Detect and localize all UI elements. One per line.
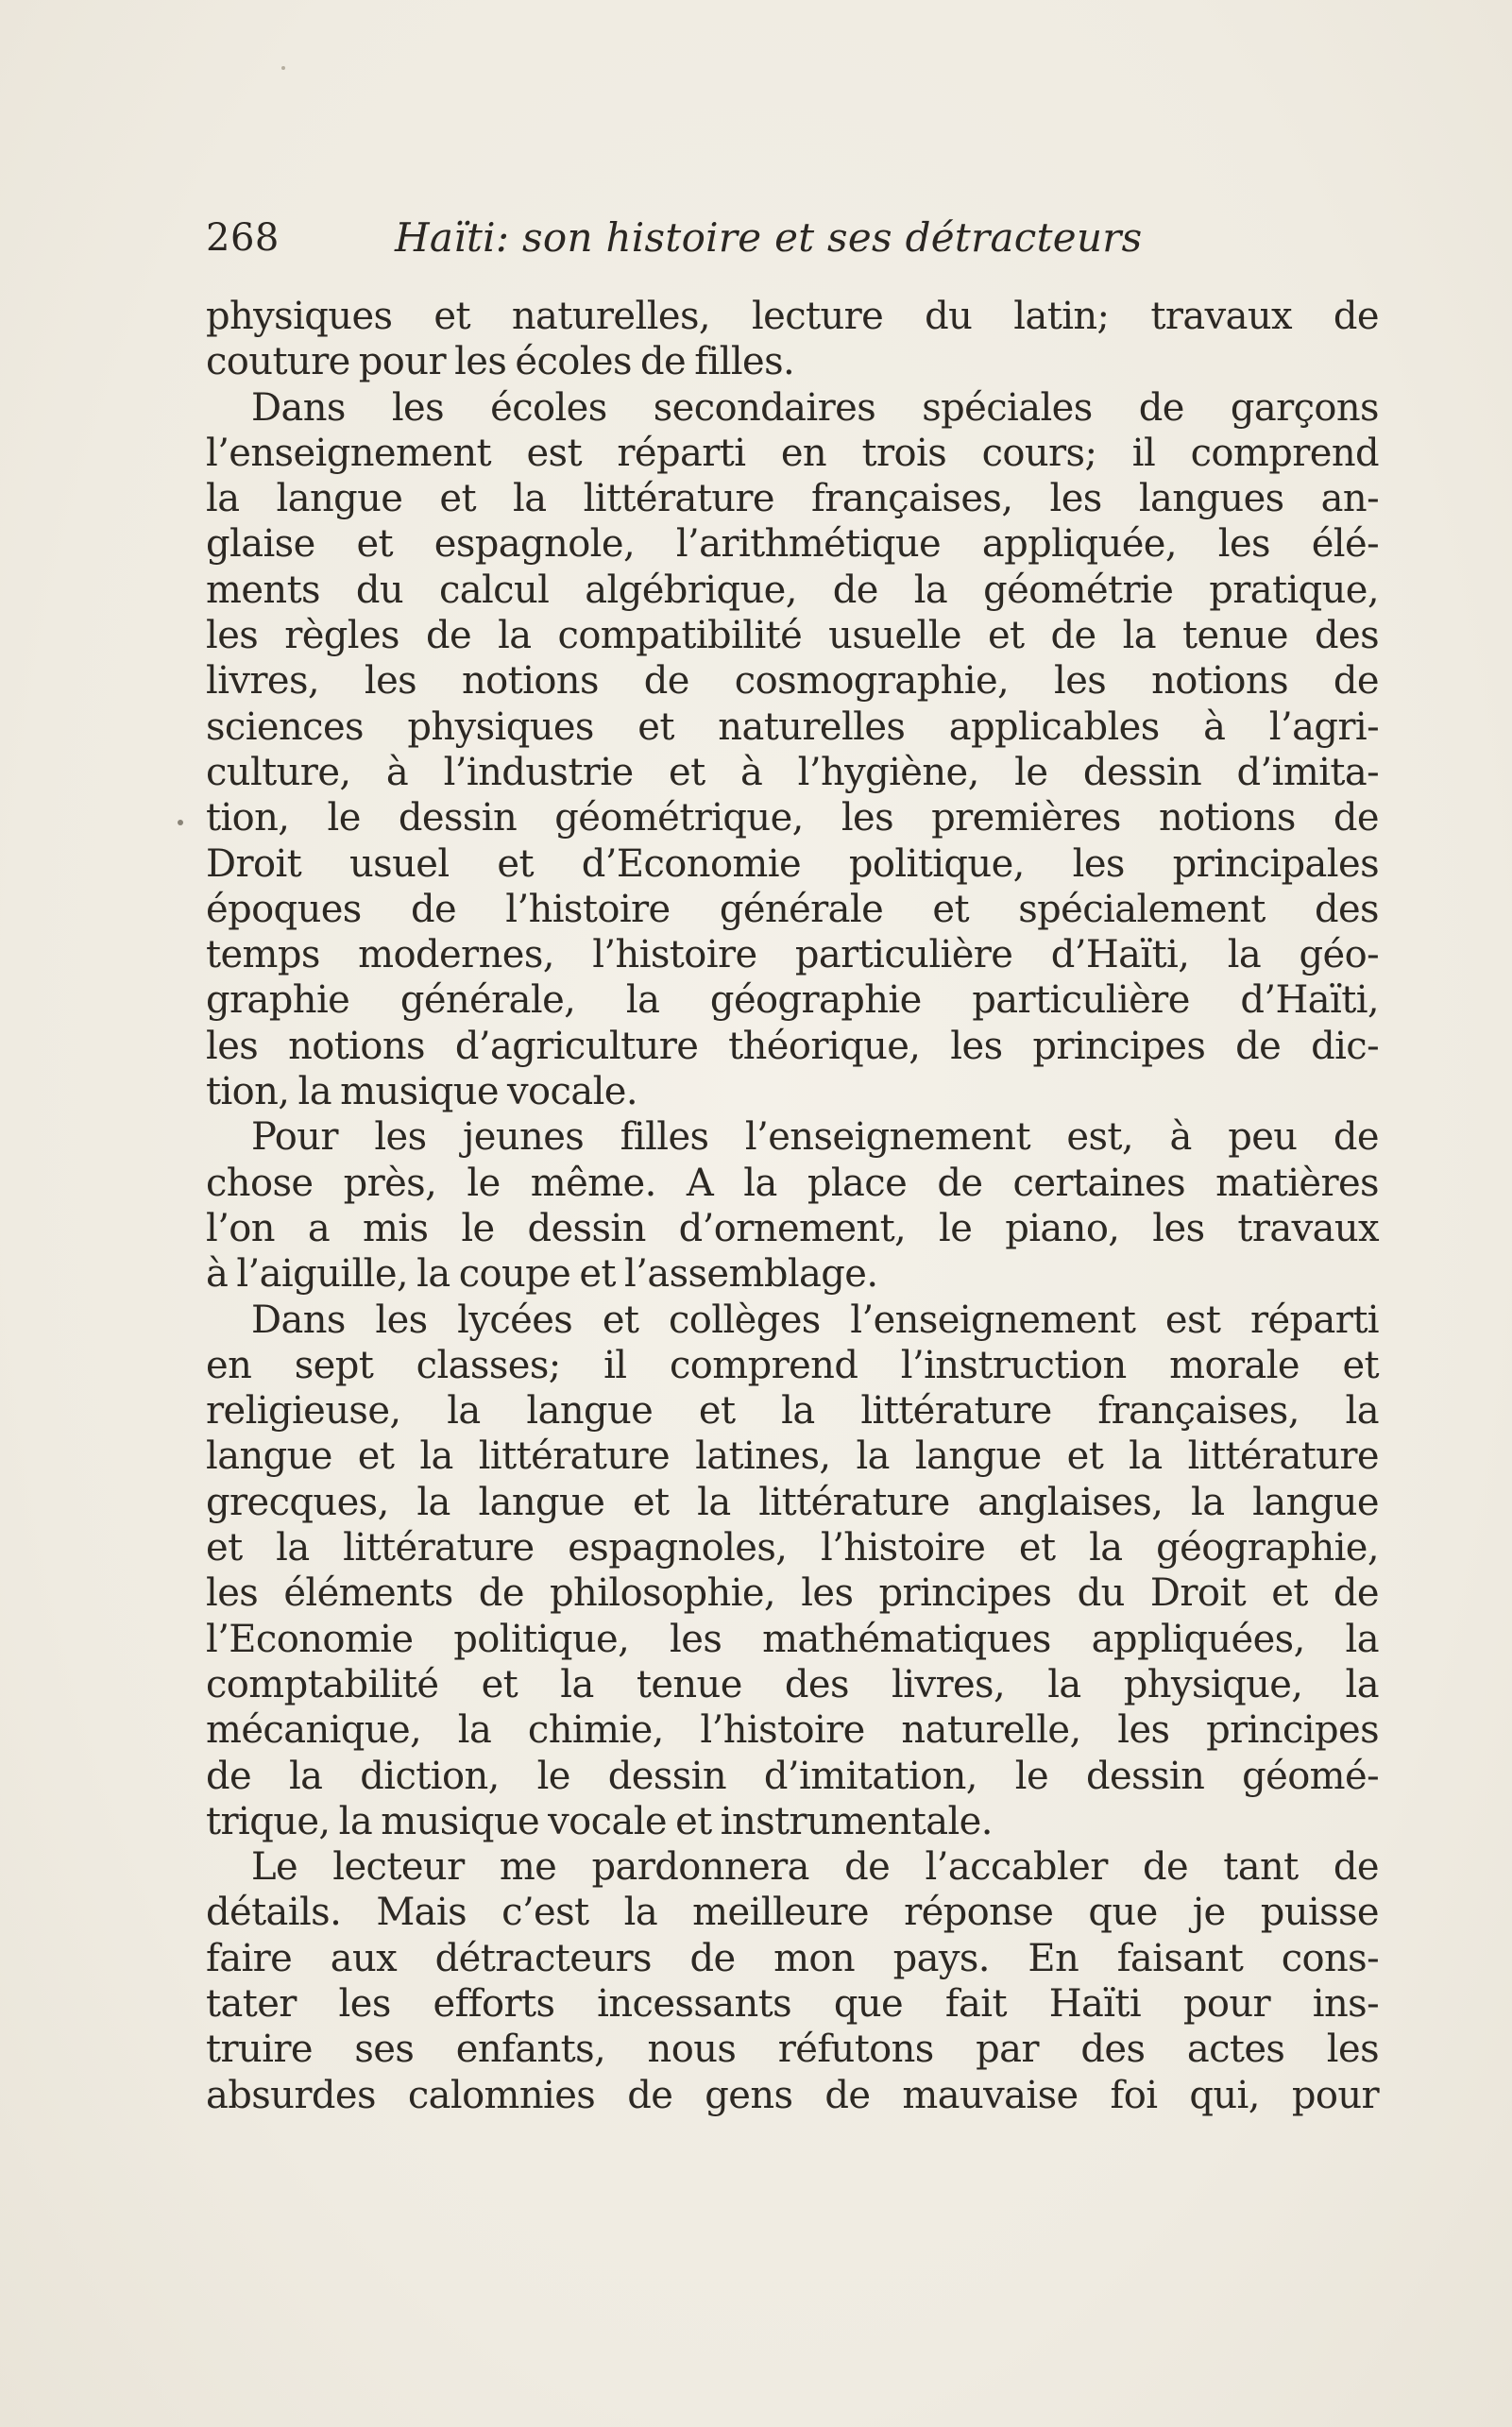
text-line: couture pour les écoles de filles. xyxy=(206,340,795,384)
text-line: l’on a mis le dessin d’ornement, le piano, les travaux xyxy=(206,1206,1379,1250)
text-line: livres, les notions de cosmographie, les notions de xyxy=(206,659,1379,704)
text-line: détails. Mais c’est la meilleure réponse que je puisse xyxy=(206,1891,1379,1935)
running-head xyxy=(206,210,1179,266)
text-line: tater les efforts incessants que fait Haïti pour ins- xyxy=(206,1981,1379,2026)
text-line: grecques, la langue et la littérature anglaises, la langue xyxy=(206,1480,1379,1524)
text-line: Droit usuel et d’Economie politique, les principales xyxy=(206,841,1379,886)
text-line: Le lecteur me pardonnera de l’accabler de tant de xyxy=(251,1845,1379,1890)
text-line: temps modernes, l’histoire particulière d’Haïti, la géo- xyxy=(206,933,1379,977)
text-line: Dans les écoles secondaires spéciales de garçons xyxy=(251,385,1379,430)
text-line: mécanique, la chimie, l’histoire naturelle, les principes xyxy=(206,1708,1379,1753)
text-line: époques de l’histoire générale et spécialement des xyxy=(206,887,1379,931)
text-line: physiques et naturelles, lecture du latin; travaux de xyxy=(206,295,1379,338)
text-line: l’Economie politique, les mathématiques appliquées, la xyxy=(206,1617,1379,1661)
text-line: religieuse, la langue et la littérature françaises, la xyxy=(206,1389,1379,1434)
text-line: absurdes calomnies de gens de mauvaise foi qui, pour xyxy=(206,2073,1379,2117)
text-line: en sept classes; il comprend l’instruction morale et xyxy=(206,1343,1379,1387)
text-line: comptabilité et la tenue des livres, la physique, la xyxy=(206,1662,1379,1706)
text-line: les règles de la compatibilité usuelle et de la tenue des xyxy=(206,614,1379,658)
body-text xyxy=(206,294,1379,2118)
text-line: ments du calcul algébrique, de la géométrie pratique, xyxy=(206,568,1379,612)
text-line: trique, la musique vocale et instrumentale. xyxy=(206,1799,993,1843)
paper-speck xyxy=(281,66,285,70)
text-line: et la littérature espagnoles, l’histoire et la géographie, xyxy=(206,1526,1379,1570)
margin-mark xyxy=(178,820,183,825)
text-line: de la diction, le dessin d’imitation, le dessin géomé- xyxy=(206,1754,1379,1798)
text-line: chose près, le même. A la place de certaines matières xyxy=(206,1161,1379,1205)
text-line: sciences physiques et naturelles applicables à l’agri- xyxy=(206,704,1379,749)
page-number: 268 xyxy=(206,216,280,260)
text-line: les notions d’agriculture théorique, les principes de dic- xyxy=(206,1024,1379,1068)
text-line: faire aux détracteurs de mon pays. En faisant cons- xyxy=(206,1936,1379,1980)
text-line: graphie générale, la géographie particulière d’Haïti, xyxy=(206,978,1379,1023)
text-line: à l’aiguille, la coupe et l’assemblage. xyxy=(206,1252,878,1297)
text-line: glaise et espagnole, l’arithmétique appliquée, les élé- xyxy=(206,522,1379,567)
text-line: langue et la littérature latines, la langue et la littérature xyxy=(206,1434,1379,1479)
text-line: truire ses enfants, nous réfutons par des actes les xyxy=(206,2028,1379,2072)
text-line: tion, la musique vocale. xyxy=(206,1070,637,1114)
text-line: culture, à l’industrie et à l’hygiène, le dessin d’imita- xyxy=(206,750,1379,794)
text-line: les éléments de philosophie, les principes du Droit et de xyxy=(206,1571,1379,1616)
running-title: Haïti: son histoire et ses détracteurs xyxy=(395,214,1143,261)
text-line: tion, le dessin géométrique, les premières notions de xyxy=(206,796,1379,840)
text-line: l’enseignement est réparti en trois cours; il comprend xyxy=(206,431,1379,475)
text-line: Pour les jeunes filles l’enseignement est, à peu de xyxy=(251,1115,1379,1160)
text-line: la langue et la littérature françaises, les langues an- xyxy=(206,477,1379,521)
text-line: Dans les lycées et collèges l’enseignement est réparti xyxy=(251,1298,1379,1342)
